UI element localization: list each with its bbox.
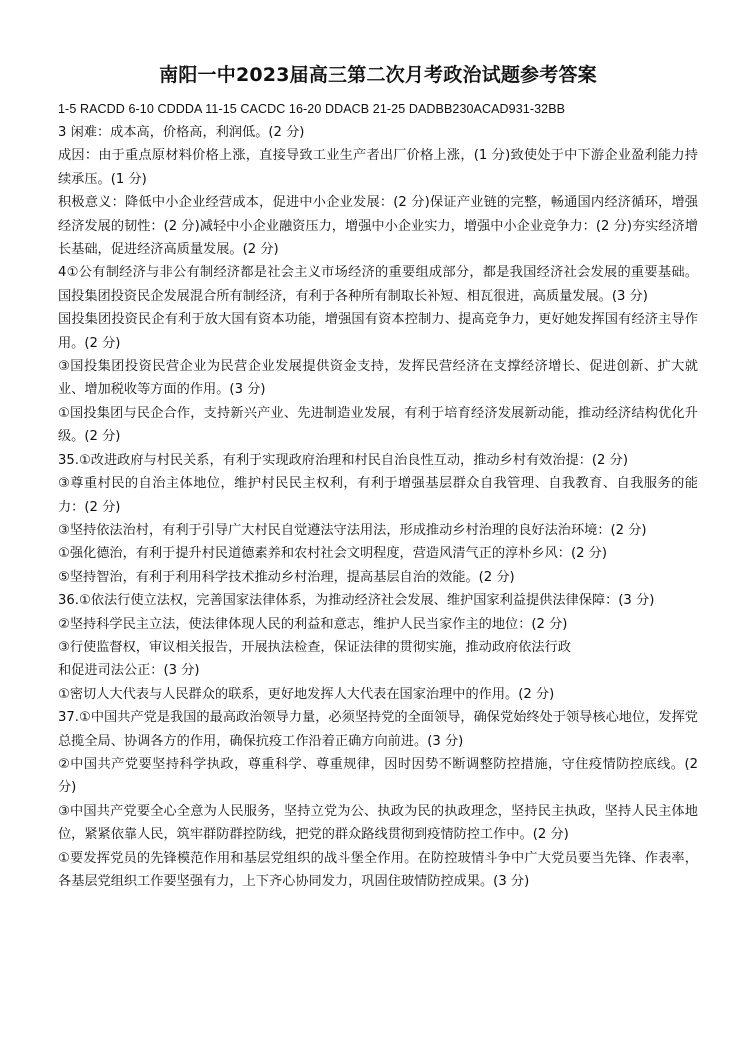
paragraph: ①密切人大代表与人民群众的联系，更好地发挥人大代表在国家治理中的作用。(2 分) bbox=[58, 686, 555, 702]
paragraph: 积极意义：降低中小企业经营成本，促进中小企业发展：(2 分)保证产业链的完整，畅通国内经济循环，增强经济发展的韧性：(2 分)减轻中小企业融资压力，增强中小企业实力，增强中小企业竞争力：(2 分)夯实经济增长基础，促进经济高质量发展。(2 分) bbox=[58, 195, 698, 258]
paragraph: 35.①改进政府与村民关系，有利于实现政府治理和村民自治良性互动，推动乡村有效治提：(2 分) bbox=[58, 452, 628, 468]
paragraph: ①强化德治，有利于提升村民道德素养和农村社会文明程度，营造风清气正的淳朴乡风：(2 分) bbox=[58, 546, 608, 562]
paragraph: 37.①中国共产党是我国的最高政治领导力量，必须坚持党的全面领导，确保党始终处于领导核心地位，发挥党总揽全局、协调各方的作用，确保抗疫工作沿着正确方向前进。(3 分) bbox=[58, 710, 698, 749]
paragraph: ②坚持科学民主立法，使法律体现人民的利益和意志，维护人民当家作主的地位：(2 分) bbox=[58, 616, 568, 632]
paragraph: 国投集团投资民企有利于放大国有资本功能，增强国有资本控制力、提高竞争力，更好她发挥国有经济主导作用。(2 分) bbox=[58, 312, 698, 351]
paragraph: ③中国共产党要全心全意为人民服务，坚持立党为公、执政为民的执政理念，坚持民主执政，坚持人民主体地位，紧紧依靠人民，筑牢群防群控防线，把党的群众路线贯彻到疫情防控工作中。(2 分) bbox=[58, 803, 698, 843]
paragraph: ③行使监督权，审议相关报告，开展执法检查，保证法律的贯彻实施，推动政府依法行政 bbox=[58, 639, 571, 655]
paragraph: 成因：由于重点原材料价格上涨，直接导致工业生产者出厂价格上涨，(1 分)致使处于中下游企业盈利能力持续承压。(1 分) bbox=[58, 148, 698, 187]
paragraph: 3 闲难：成本高，价格高，利润低。(2 分) bbox=[58, 125, 305, 140]
paragraph: 36.①依法行使立法权，完善国家法律体系，为推动经济社会发展、维护国家利益提供法律保障：(3 分) bbox=[58, 593, 655, 609]
paragraph: ①要发挥党员的先锋模范作用和基层党组织的战斗堡全作用。在防控玻情斗争中广大党员要当先锋、作表率，各基层党组织工作要坚强有力，上下齐心协同发力，巩固住玻情防控成果。(3 分) bbox=[58, 850, 698, 889]
paragraph: ③坚持依法治村，有利于引导广大村民自觉遵法守法用法，形成推动乡村治理的良好法治环境：(2 分) bbox=[58, 522, 647, 538]
paragraph: 和促进司法公正：(3 分) bbox=[58, 663, 200, 679]
multiple-choice-answers: 1-5 RACDD 6-10 CDDDA 11-15 CACDC 16-20 DDACB 21-25 DADBB230ACAD931-32BB bbox=[58, 102, 566, 116]
paragraph: ③尊重村民的自治主体地位，维护村民民主权利，有利于增强基层群众自我管理、自我教育、自我服务的能力：(2 分) bbox=[58, 476, 698, 515]
paragraph: ②中国共产党要坚持科学执政，尊重科学、尊重规律，因时因势不断调整防控措施，守住疫情防控底线。(2 分) bbox=[58, 756, 698, 796]
paragraph: 4①公有制经济与非公有制经济都是社会主义市场经济的重要组成部分，都是我国经济社会发展的重要基础。国投集团投资民企发展混合所有制经济，有利于各种所有制取长补短、相瓦很进，高质量发展。(3 分) bbox=[58, 265, 698, 304]
answer-document bbox=[58, 62, 698, 893]
paragraph: ⑤坚持智治，有利于利用科学技术推动乡村治理，提高基层自治的效能。(2 分) bbox=[58, 569, 515, 585]
paragraph: ①国投集团与民企合作，支持新兴产业、先进制造业发展，有利于培育经济发展新动能，推动经济结构优化升级。(2 分) bbox=[58, 405, 698, 445]
document-title: 南阳一中2023届高三第二次月考政治试题参考答案 bbox=[159, 64, 597, 86]
paragraph: ③国投集团投资民营企业为民营企业发展提供资金支持，发挥民营经济在支撑经济增长、促进创新、扩大就业、增加税收等方面的作用。(3 分) bbox=[58, 359, 698, 398]
